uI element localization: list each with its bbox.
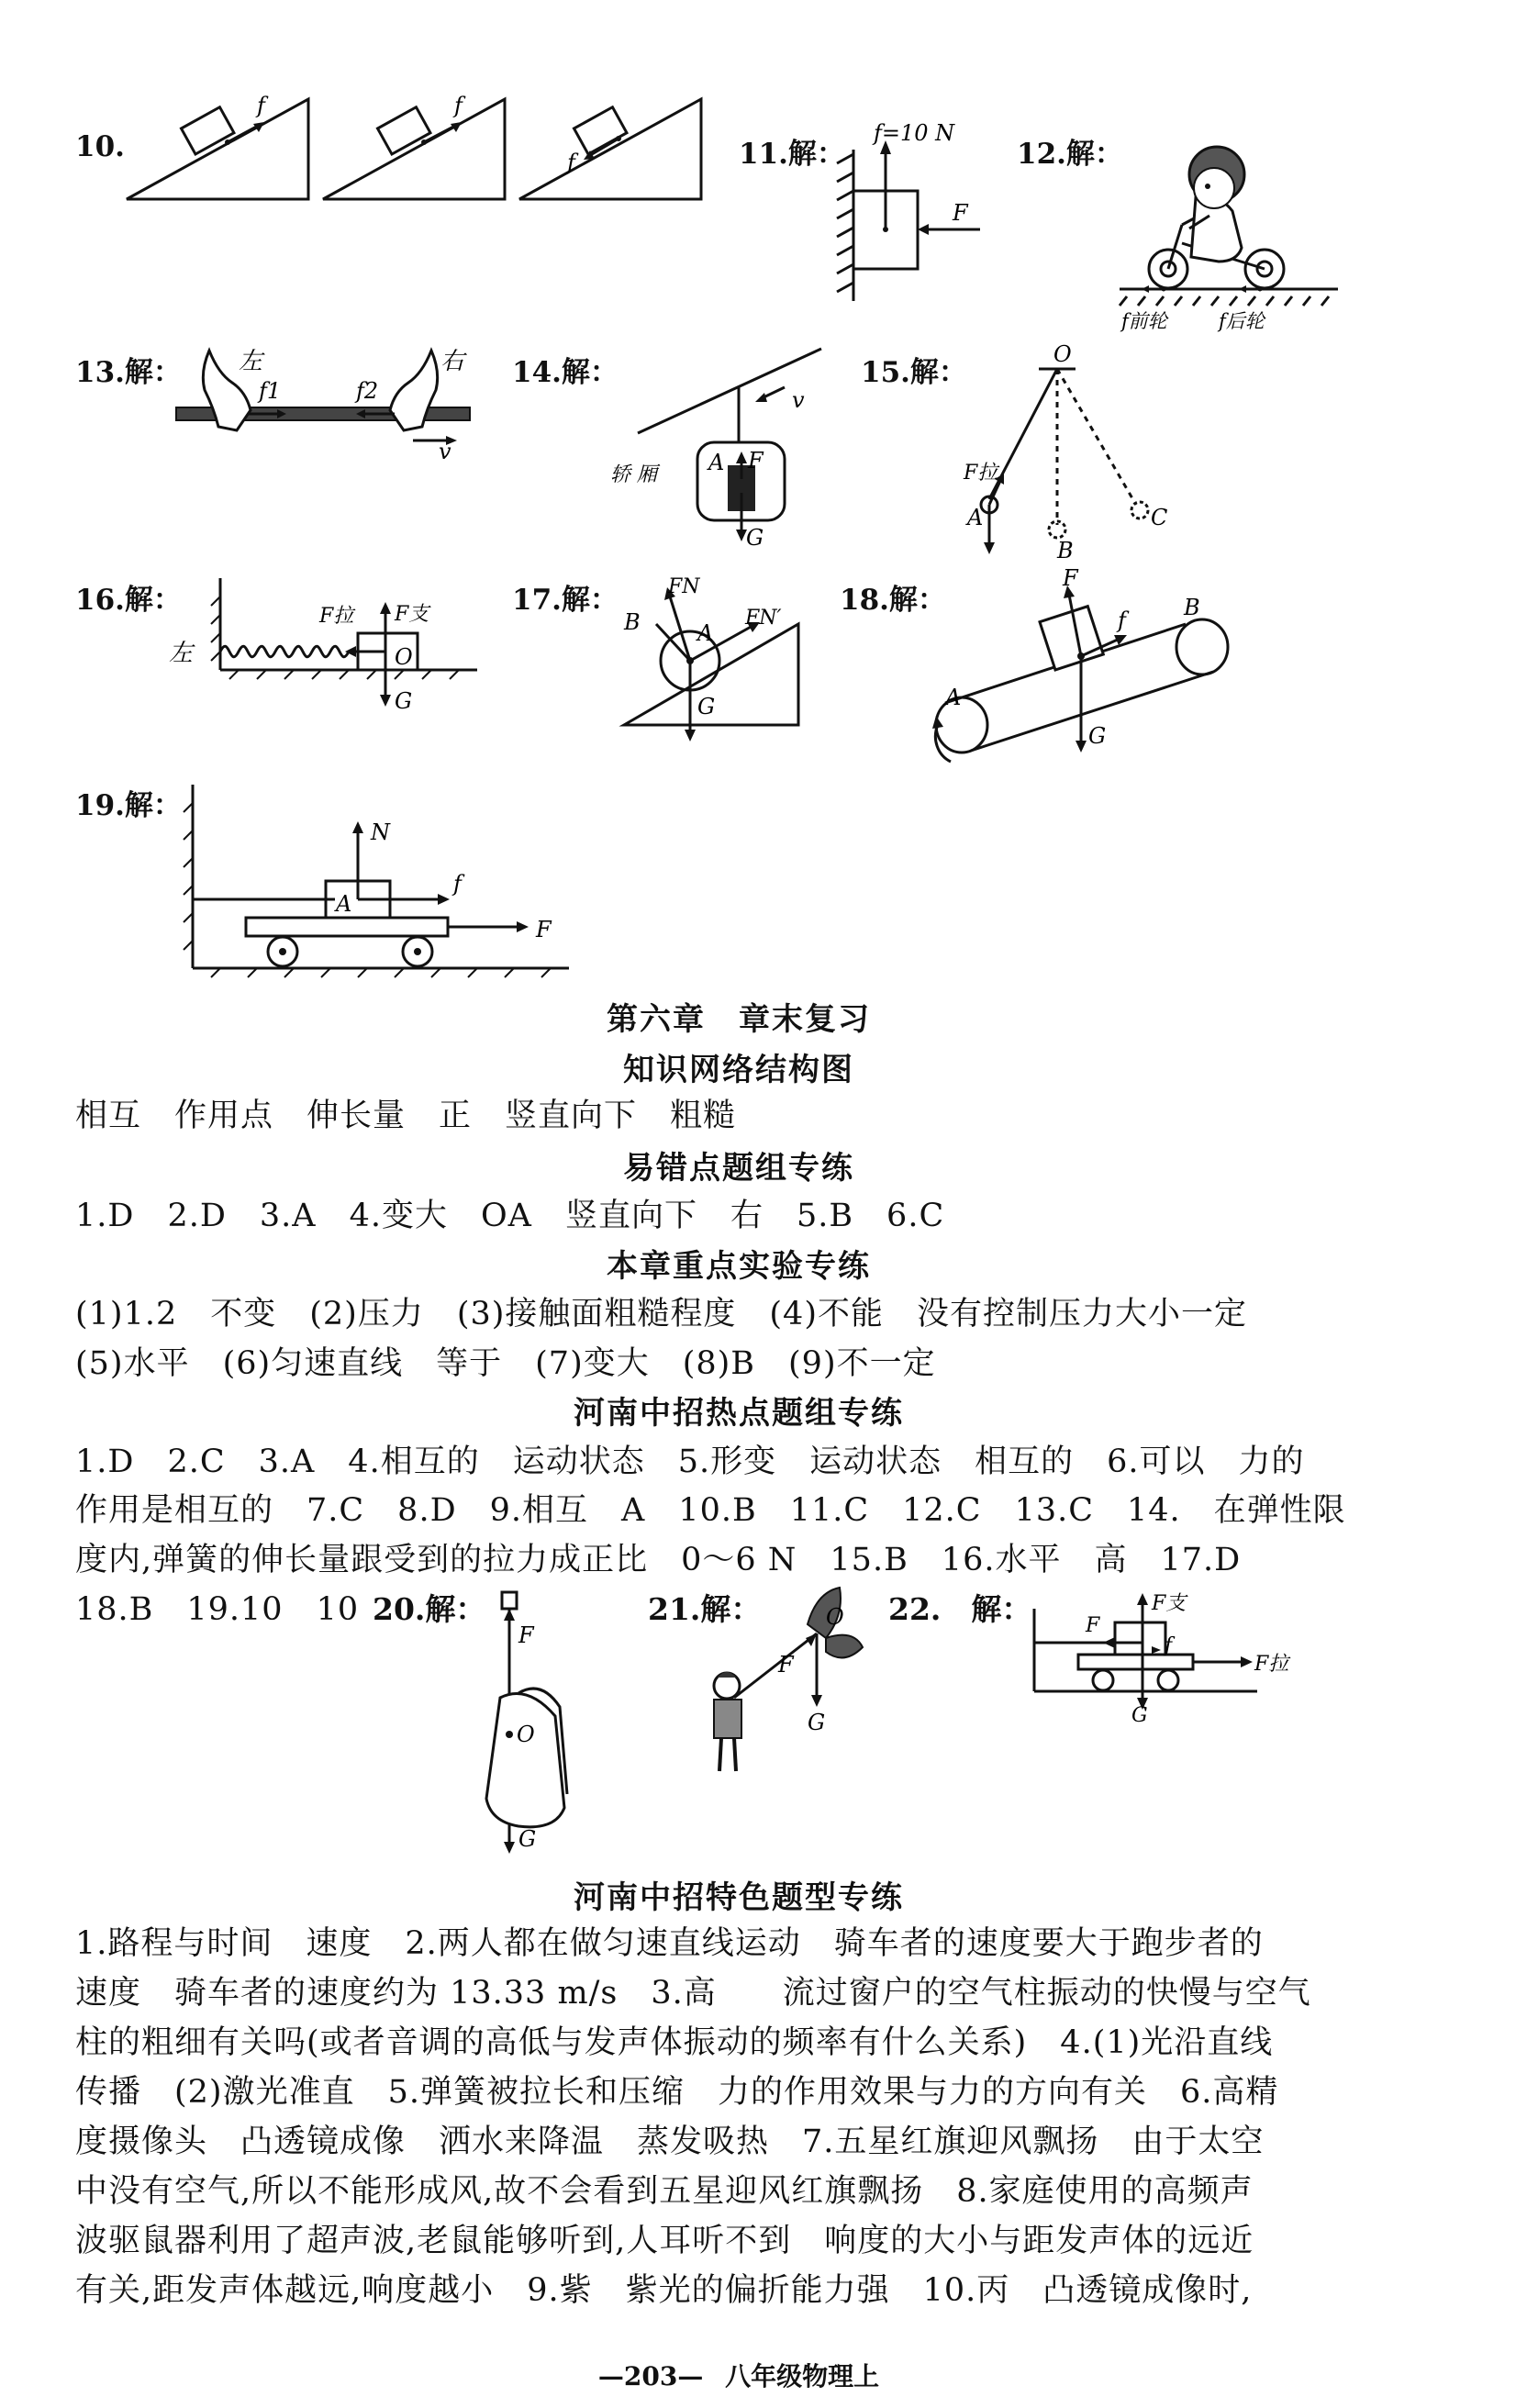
special-line-5: 度摄像头 凸透镜成像 洒水来降温 蒸发吸热 7.五星红旗迎风飘扬 由于太空 — [75, 2124, 1265, 2160]
q20-G-label: G — [518, 1826, 537, 1852]
q21-G-label: G — [808, 1710, 826, 1735]
q21-label: 21.解： — [648, 1591, 762, 1627]
q22-label: 22. 解： — [888, 1591, 1032, 1627]
q12-f-rear-label: f后轮 — [1219, 310, 1265, 332]
chapter-heading: 第六章 章末复习 — [607, 1001, 871, 1038]
q17-B-label: B — [624, 609, 641, 635]
q22-diagram — [1023, 1586, 1299, 1727]
q16-F-support-label: F支 — [395, 603, 429, 626]
hot-topics-line-4: 18.B 19.10 10 — [75, 1591, 360, 1628]
q20-O-label: O — [517, 1722, 535, 1747]
q20-F-label: F — [518, 1622, 534, 1648]
q15-O-label: O — [1053, 341, 1072, 367]
q18-B-label: B — [1184, 595, 1200, 620]
q13-f2-label: f2 — [356, 378, 379, 404]
q14-v-label: v — [792, 387, 805, 413]
hot-topics-line-1: 1.D 2.C 3.A 4.相互的 运动状态 5.形变 运动状态 相互的 6.可以 力的 — [75, 1444, 1305, 1480]
q17-FN-prime-label: FN′ — [745, 607, 782, 630]
q14-F-label: F — [748, 448, 764, 474]
q13-v-label: v — [439, 439, 451, 464]
special-line-6: 中没有空气,所以不能形成风,故不会看到五星迎风红旗飘扬 8.家庭使用的高频声 — [75, 2173, 1254, 2210]
special-line-4: 传播 (2)激光准直 5.弹簧被拉长和压缩 力的作用效果与力的方向有关 6.高精 — [75, 2074, 1279, 2111]
q14-diagram — [601, 341, 849, 552]
q12-f-front-label: f前轮 — [1121, 310, 1167, 332]
q10-label: 10. — [75, 130, 125, 163]
q10-diagram — [110, 87, 716, 206]
q15-F-pull-label: F拉 — [964, 462, 998, 485]
q14-cabin-label: 轿 厢 — [610, 463, 657, 486]
q19-f-label: f — [453, 871, 462, 897]
hot-topics-line-2: 作用是相互的 7.C 8.D 9.相互 A 10.B 11.C 12.C 13.C 14. 在弹性限 — [75, 1492, 1346, 1529]
hot-topics-line-3: 度内,弹簧的伸长量跟受到的拉力成正比 0～6 N 15.B 16.水平 高 17.D — [75, 1542, 1242, 1578]
q20-label: 20.解： — [373, 1591, 486, 1627]
q17-G-label: G — [697, 694, 716, 719]
q13-label: 13.解： — [75, 356, 182, 389]
q11-diagram — [826, 117, 1009, 310]
q12-bike-figure — [1109, 133, 1347, 340]
q19-label: 19.解： — [75, 789, 182, 822]
q15-A-label: A — [967, 505, 984, 530]
q21-diagram — [697, 1588, 890, 1780]
q22-F-support-label: F支 — [1152, 1592, 1187, 1615]
special-line-1: 1.路程与时间 速度 2.两人都在做匀速直线运动 骑车者的速度要大于跑步者的 — [75, 1925, 1264, 1962]
q22-F-label: F — [1086, 1614, 1100, 1637]
q18-diagram — [927, 565, 1239, 771]
experiment-heading: 本章重点实验专练 — [607, 1248, 871, 1285]
q19-F-label: F — [536, 917, 552, 942]
q10-f-label-2: f — [454, 93, 463, 118]
network-heading: 知识网络结构图 — [623, 1052, 854, 1088]
q19-diagram — [174, 785, 578, 982]
q13-left-label: 左 — [239, 348, 263, 375]
q18-G-label: G — [1088, 723, 1107, 749]
q19-A-label: A — [336, 891, 352, 917]
q11-label: 11.解： — [739, 138, 845, 171]
q16-F-pull-label: F拉 — [319, 605, 354, 628]
page-footer — [0, 2357, 1477, 2393]
q10-f-label-3: f — [567, 150, 575, 175]
q18-F-label: F — [1063, 565, 1078, 591]
special-line-7: 波驱鼠器利用了超声波,老鼠能够听到,人耳听不到 响度的大小与距发声体的远近 — [75, 2223, 1254, 2259]
q19-N-label: N — [371, 819, 390, 845]
q13-f1-label: f1 — [259, 378, 282, 404]
q17-label: 17.解： — [512, 584, 619, 617]
q17-A-label: A — [697, 620, 714, 646]
q15-B-label: B — [1057, 538, 1074, 563]
q11-f-value: f=10 N — [874, 120, 955, 146]
q16-left-label: 左 — [169, 640, 194, 667]
q21-O-label: O — [826, 1604, 844, 1630]
q14-G-label: G — [746, 525, 764, 551]
q17-FN-label: FN — [668, 575, 700, 598]
q14-label: 14.解： — [512, 356, 619, 389]
q13-right-label: 右 — [440, 348, 465, 375]
q22-F-pull-label: F拉 — [1254, 1653, 1289, 1676]
q16-O-label: O — [395, 644, 413, 670]
q17-diagram — [606, 569, 817, 743]
q16-G-label: G — [395, 688, 413, 714]
error-prone-heading: 易错点题组专练 — [623, 1150, 854, 1187]
hot-topics-heading: 河南中招热点题组专练 — [574, 1395, 904, 1432]
q18-A-label: A — [945, 685, 962, 710]
q15-C-label: C — [1151, 505, 1168, 530]
error-prone-answers: 1.D 2.D 3.A 4.变大 OA 竖直向下 右 5.B 6.C — [75, 1198, 945, 1234]
experiment-line-2: (5)水平 (6)匀速直线 等于 (7)变大 (8)B (9)不一定 — [75, 1345, 936, 1382]
q11-F-label: F — [953, 200, 968, 226]
special-line-8: 有关,距发声体越远,响度越小 9.紫 紫光的偏折能力强 10.丙 凸透镜成像时, — [75, 2272, 1253, 2309]
experiment-line-1: (1)1.2 不变 (2)压力 (3)接触面粗糙程度 (4)不能 没有控制压力大小一定 — [75, 1296, 1247, 1332]
q16-diagram — [169, 569, 486, 716]
book-title: 八年级物理上 — [725, 2361, 880, 2391]
q22-G-label: G — [1131, 1704, 1148, 1727]
network-answers: 相互 作用点 伸长量 正 竖直向下 粗糙 — [75, 1098, 737, 1134]
q18-f-label: f — [1118, 608, 1126, 633]
q16-label: 16.解： — [75, 584, 182, 617]
special-line-2: 速度 骑车者的速度约为 13.33 m/s 3.高 流过窗户的空气柱振动的快慢与空气 — [75, 1975, 1311, 2012]
q12-label: 12.解： — [1017, 138, 1123, 171]
q15-diagram — [954, 341, 1184, 562]
q18-label: 18.解： — [840, 584, 946, 617]
q21-F-label: F — [778, 1652, 794, 1678]
q20-diagram — [463, 1588, 583, 1863]
q15-label: 15.解： — [861, 356, 967, 389]
q13-diagram — [165, 341, 486, 464]
q22-f-label: f — [1165, 1634, 1173, 1657]
special-line-3: 柱的粗细有关吗(或者音调的高低与发声体振动的频率有什么关系) 4.(1)光沿直线 — [75, 2024, 1274, 2061]
page-number: —203— — [597, 2361, 704, 2391]
special-heading: 河南中招特色题型专练 — [574, 1879, 904, 1916]
q14-A-label: A — [708, 450, 725, 475]
q10-f-label-1: f — [257, 93, 265, 118]
